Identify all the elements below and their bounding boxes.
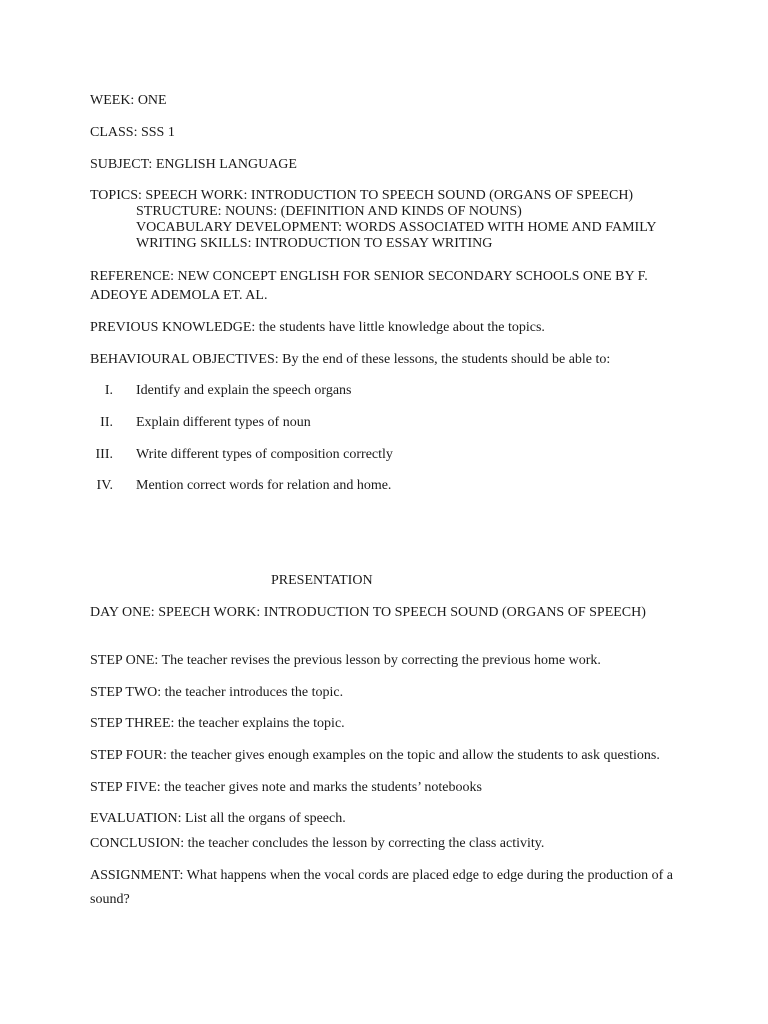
objective-text: Explain different types of noun bbox=[136, 415, 311, 430]
class-line: CLASS: SSS 1 bbox=[90, 125, 175, 140]
week-line: WEEK: ONE bbox=[90, 93, 167, 108]
day-one-line: DAY ONE: SPEECH WORK: INTRODUCTION TO SPEECH SOUND (ORGANS OF SPEECH) bbox=[90, 605, 646, 620]
step-four: STEP FOUR: the teacher gives enough examples on the topic and allow the students to ask questions. bbox=[90, 748, 660, 763]
objective-numeral: IV. bbox=[96, 478, 113, 493]
objective-numeral: III. bbox=[95, 447, 113, 462]
reference-line-1: REFERENCE: NEW CONCEPT ENGLISH FOR SENIOR SECONDARY SCHOOLS ONE BY F. bbox=[90, 269, 648, 284]
reference-line-2: ADEOYE ADEMOLA ET. AL. bbox=[90, 288, 268, 303]
conclusion-line: CONCLUSION: the teacher concludes the lesson by correcting the class activity. bbox=[90, 836, 545, 851]
objective-text: Mention correct words for relation and home. bbox=[136, 478, 392, 493]
presentation-heading: PRESENTATION bbox=[271, 573, 373, 588]
subject-line: SUBJECT: ENGLISH LANGUAGE bbox=[90, 157, 297, 172]
objective-text: Identify and explain the speech organs bbox=[136, 383, 352, 398]
topics-line-1: TOPICS: SPEECH WORK: INTRODUCTION TO SPEECH SOUND (ORGANS OF SPEECH) bbox=[90, 188, 634, 203]
objective-numeral: I. bbox=[104, 383, 113, 398]
step-one: STEP ONE: The teacher revises the previous lesson by correcting the previous home work. bbox=[90, 653, 601, 668]
previous-knowledge: PREVIOUS KNOWLEDGE: the students have little knowledge about the topics. bbox=[90, 320, 545, 335]
assignment-paragraph: ASSIGNMENT: What happens when the vocal cords are placed edge to edge during the production of a sound? bbox=[90, 868, 673, 907]
step-five: STEP FIVE: the teacher gives note and marks the students’ notebooks bbox=[90, 780, 482, 795]
topics-line-3: VOCABULARY DEVELOPMENT: WORDS ASSOCIATED WITH HOME AND FAMILY bbox=[136, 220, 657, 235]
step-two: STEP TWO: the teacher introduces the topic. bbox=[90, 685, 344, 700]
evaluation-line: EVALUATION: List all the organs of speech. bbox=[90, 811, 346, 826]
objectives-intro: BEHAVIOURAL OBJECTIVES: By the end of these lessons, the students should be able to: bbox=[90, 352, 611, 367]
topics-line-4: WRITING SKILLS: INTRODUCTION TO ESSAY WRITING bbox=[136, 236, 493, 251]
step-three: STEP THREE: the teacher explains the topic. bbox=[90, 716, 345, 731]
objective-text: Write different types of composition correctly bbox=[136, 447, 393, 462]
topics-line-2: STRUCTURE: NOUNS: (DEFINITION AND KINDS OF NOUNS) bbox=[136, 204, 522, 219]
objective-numeral: II. bbox=[100, 415, 113, 430]
